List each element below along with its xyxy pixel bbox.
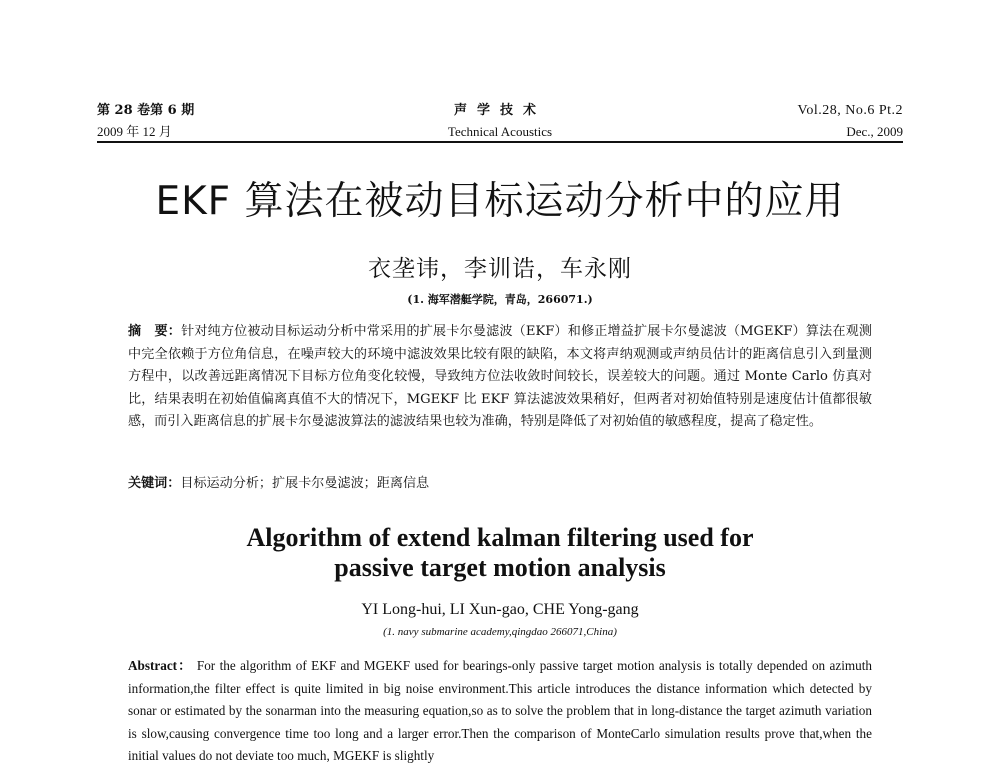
abstract-en-text: For the algorithm of EKF and MGEKF used for bearings-only passive target motion analysis is totally depended on azimuth information,the filter effect is quite limited in big noise environment.This article introduces the distance information which detected by sonar or estimated by the sonarman into the measuring equation,so as to solve the problem that in long-distance the target azimuth variation is slow,causing convergence time too long and a larger error.Then the comparison of MonteCarlo simulation results prove that,when the initial values do not deviate too much, MGEKF is slightly [128,658,873,764]
journal-name-cn: 声学技术 [453,103,546,118]
abstract-cn-label: 摘 要： [128,324,182,339]
date-cn: 2009 年 12 月 [97,124,172,139]
header-volume [798,100,903,142]
abstract-cn-text: 针对纯方位被动目标运动分析中常采用的扩展卡尔曼滤波（EKF）和修正增益扩展卡尔曼滤波（MGEKF）算法在观测中完全依赖于方位角信息，在噪声较大的环境中滤波效果比较有限的缺陷，本文将声纳观测或声纳员估计的距离信息引入到量测方程中，以改善远距离情况下目标方位角变化较慢，导致纯方位法收敛时间较长，误差较大的问题。通过 Monte Carlo 仿真对比，结果表明在初始值偏离真值不大的情况下，MGEKF 比 EKF 算法滤波效果稍好，但两者对初始值特别是速度估计值都很敏感，而引入距离信息的扩展卡尔曼滤波算法的滤波结果也较为准确，特别是降低了对初始值的敏感程度，提高了稳定性。 [128,324,873,430]
abstract-en-label: Abstract： [128,658,193,673]
keywords-cn-label: 关键词： [128,476,181,491]
abstract-cn [128,321,872,434]
journal-name-en: Technical Acoustics [447,124,553,139]
affiliation-cn: (1. 海军潜艇学院，青岛，266071.) [407,293,593,306]
volume-number: Vol.28, No.6 Pt.2 [797,103,903,118]
header-journal [97,100,903,142]
paper-title-cn: EKF 算法在被动目标运动分析中的应用 [155,179,845,224]
abstract-en [128,655,872,768]
keywords-cn-text: 目标运动分析；扩展卡尔曼滤波；距离信息 [180,476,430,491]
title-en-line2: passive target motion analysis [334,553,666,582]
authors-en: YI Long-hui, LI Xun-gao, CHE Yong-gang [361,601,639,618]
paper-title-en [0,523,1000,583]
keywords-cn [128,474,872,494]
authors-cn: 衣垄讳，李训诰，车永刚 [368,256,632,282]
running-header [97,100,903,144]
affiliation-en: (1. navy submarine academy,qingdao 266071,China) [383,626,617,638]
date-en: Dec., 2009 [846,124,903,139]
title-en-line1: Algorithm of extend kalman filtering used for [246,523,754,552]
header-rule [97,141,903,143]
issue-cn: 第 28 卷第 6 期 [97,103,195,118]
